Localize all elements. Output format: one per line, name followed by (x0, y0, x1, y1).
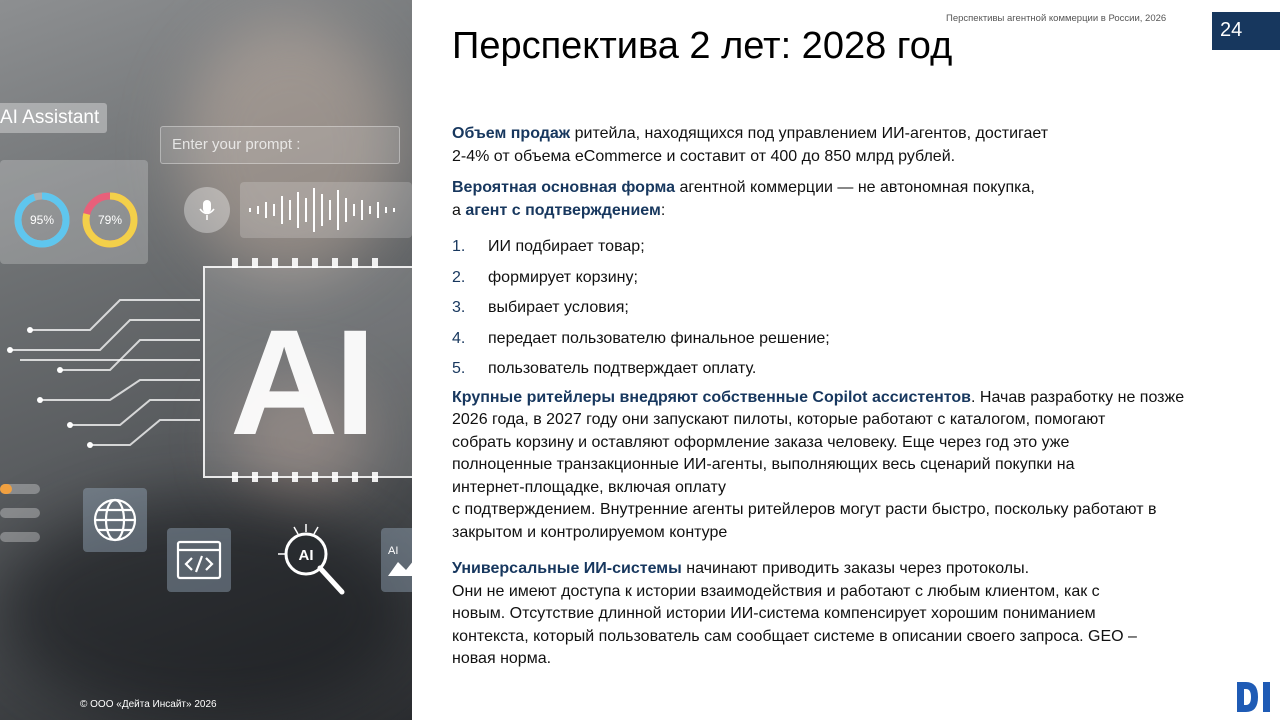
page-number: 24 (1212, 12, 1280, 50)
paragraph-text: Они не имеют доступа к истории взаимодействия и работают с любым клиентом, как с (452, 582, 1100, 600)
list-number: 4. (452, 329, 466, 347)
list-item (452, 328, 1222, 359)
paragraph-text: интернет-площадке, включая оплату (452, 478, 726, 496)
svg-text:AI: AI (388, 545, 399, 557)
paragraph-text: агентной коммерции — не автономная покупка, (675, 179, 1035, 196)
highlight-text: Универсальные ИИ-системы (452, 560, 682, 578)
page-title: Перспектива 2 лет: 2028 год (452, 25, 953, 67)
microphone-icon (184, 187, 230, 233)
list-number: 1. (452, 238, 466, 255)
paragraph-text: . Начав разработку не позже (971, 388, 1185, 406)
slide-body (452, 123, 1222, 671)
highlight-text: Объем продаж (452, 125, 571, 142)
steps-list (452, 236, 1222, 389)
highlight-text: Вероятная основная форма (452, 179, 676, 196)
svg-text:AI: AI (298, 547, 314, 564)
paragraph-main-form (452, 177, 1222, 222)
paragraph-text: 2-4% от объема eCommerce и составит от 400 до 850 млрд рублей. (452, 147, 956, 165)
company-logo (1236, 681, 1272, 713)
list-text: выбирает условия; (488, 299, 629, 317)
paragraph-text: контекста, который пользователь сам сообщает системе в описании своего запроса. GEO – (452, 627, 1137, 645)
report-title-note: Перспективы агентной коммерции в России, 2026 (946, 13, 1167, 24)
list-item (452, 358, 1222, 389)
paragraph-text: с подтверждением. Внутренние агенты ритейлеров могут расти быстро, поскольку работают в (452, 501, 1157, 519)
list-item (452, 267, 1222, 298)
slider-bar (0, 508, 40, 518)
paragraph-text: полноценные транзакционные ИИ-агенты, выполняющих весь сценарий покупки на (452, 456, 1075, 474)
paragraph-text: а (452, 201, 466, 219)
paragraph-universal-ai (452, 558, 1222, 671)
paragraph-text: : (660, 201, 666, 219)
paragraph-text: новым. Отсутствие длинной истории ИИ-система компенсирует хорошим пониманием (452, 605, 1096, 623)
paragraph-text: начинают приводить заказы через протоколы. (681, 560, 1030, 578)
paragraph-sales-volume (452, 123, 1222, 168)
list-text: формирует корзину; (488, 268, 638, 286)
list-number: 5. (452, 360, 466, 378)
list-number: 3. (452, 299, 466, 317)
paragraph-text: собрать корзину и оставляют оформление заказа человеку. Еще через год это уже (452, 433, 1070, 451)
globe-icon (83, 488, 147, 552)
gauge-79-label: 79% (97, 213, 123, 227)
hero-photo (0, 0, 412, 720)
ai-magnifier-icon (272, 520, 352, 600)
audio-wave-icon (240, 182, 412, 238)
highlight-text: агент с подтверждением (465, 201, 661, 219)
ai-assistant-label: AI Assistant (0, 103, 107, 133)
paragraph-text: ритейла, находящихся под управлением ИИ-агентов, достигает (570, 125, 1049, 142)
code-window-icon (167, 528, 231, 592)
prompt-field: Enter your prompt : (160, 126, 400, 164)
gauge-95 (10, 188, 74, 252)
paragraph-text: закрытом и контролируемом контуре (452, 523, 728, 541)
copyright-text: © ООО «Дейта Инсайт» 2026 (80, 699, 217, 710)
gauge-79 (78, 188, 142, 252)
ai-chip-label: AI (230, 298, 372, 466)
list-text: ИИ подбирает товар; (488, 238, 645, 255)
list-item (452, 297, 1222, 328)
paragraph-retailers (452, 387, 1222, 545)
slider-fill (0, 484, 12, 494)
paragraph-text: 2026 года, в 2027 году они запускают пилоты, которые работают с каталогом, помогают (452, 411, 1106, 429)
list-text: передает пользователю финальное решение; (488, 329, 830, 347)
paragraph-text: новая норма. (452, 650, 552, 668)
list-item (452, 236, 1222, 267)
highlight-text: Крупные ритейлеры внедряют собственные Copilot ассистентов (452, 388, 972, 406)
slider-bar (0, 532, 40, 542)
gauge-95-label: 95% (29, 213, 55, 227)
list-text: пользователь подтверждает оплату. (488, 360, 757, 378)
image-icon (381, 528, 412, 592)
list-number: 2. (452, 268, 466, 286)
